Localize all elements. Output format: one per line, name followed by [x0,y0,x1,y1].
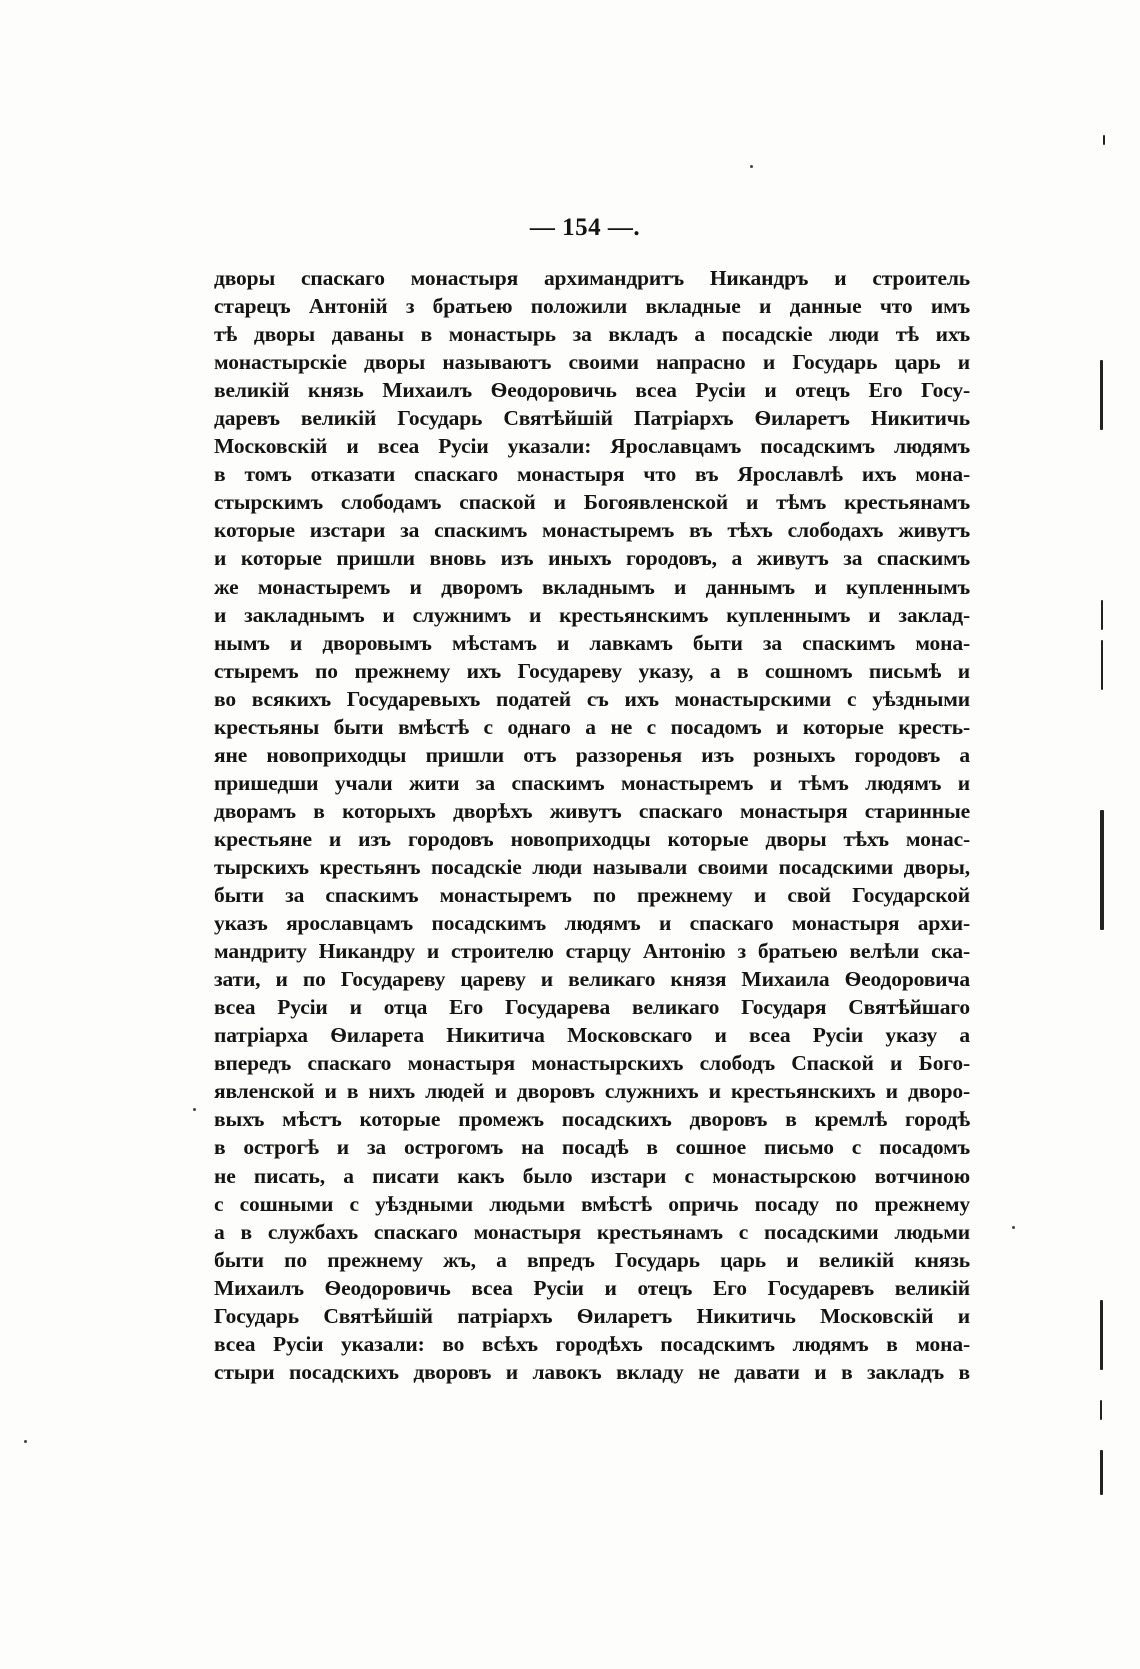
text-line: во всякихъ Государевыхъ податей съ ихъ монастырскими с уѣздными [214,686,970,711]
scan-margin-mark [1101,600,1103,630]
text-line: в томъ отказати спаскаго монастыря что въ Ярославлѣ ихъ мона- [214,462,970,487]
text-line: явленской и в нихъ людей и дворовъ служнихъ и крестьянскихъ и дворо- [214,1079,970,1104]
text-line: а в службахъ спаскаго монастыря крестьянамъ с посадскими людьми [214,1219,970,1244]
text-line: тѣ дворы даваны в монастырь за вкладъ а посадскіе люди тѣ ихъ [214,322,970,347]
text-line: яне новоприходцы пришли отъ раззоренья изъ розныхъ городовъ а [214,742,970,767]
text-line: крестьяны быти вмѣстѣ с однаго а не с посадомъ и которые кресть- [214,714,970,739]
scan-speck [750,165,753,168]
text-line: впередъ спаскаго монастыря монастырскихъ слободъ Спаской и Бого- [214,1051,970,1076]
text-line: нымъ и дворовымъ мѣстамъ и лавкамъ быти за спаскимъ мона- [214,630,970,655]
scan-margin-mark [1100,1300,1103,1370]
text-line: пришедши учали жити за спаскимъ монастыремъ и тѣмъ людямъ и [214,770,970,795]
text-line: дворамъ в которыхъ дворѣхъ живутъ спаскаго монастыря старинные [214,798,970,823]
text-line: быти по прежнему жъ, а впредъ Государь царь и великій князь [214,1247,970,1272]
text-line: тырскихъ крестьянъ посадскіе люди называли своими посадскими дворы, [214,854,970,879]
text-line: патріарха Ѳиларета Никитича Московскаго и всеа Русіи указу а [214,1023,970,1048]
text-line: которые изстари за спаскимъ монастыремъ въ тѣхъ слободахъ живутъ [214,518,970,543]
scan-margin-mark [1100,810,1104,930]
scan-margin-mark [1100,1450,1103,1495]
text-line: не писать, а писати какъ было изстари с монастырскою вотчиною [214,1163,970,1188]
text-line: стыри посадскихъ дворовъ и лавокъ вкладу не давати и в закладъ в [214,1359,970,1384]
scan-margin-mark [1100,360,1103,430]
scan-speck [1012,1226,1015,1229]
text-line: старецъ Антоній з братьею положили вкладные и данные что имъ [214,294,970,319]
text-line: Михаилъ Ѳеодоровичь всеа Русіи и отецъ Его Государевъ великій [214,1275,970,1300]
scan-margin-mark [1100,1400,1102,1420]
text-line: дворы спаскаго монастыря архимандритъ Никандръ и строитель [214,266,970,290]
text-line: стырскимъ слободамъ спаской и Богоявленской и тѣмъ крестьянамъ [214,490,970,515]
scan-speck [24,1440,27,1443]
text-line: великій князь Михаилъ Ѳеодоровичь всеа Русіи и отецъ Его Госу- [214,378,970,403]
text-line: всеа Русіи указали: во всѣхъ городѣхъ посадскимъ людямъ в мона- [214,1331,970,1356]
page-number: — 154 —. [529,214,641,241]
body-text [214,264,970,1386]
scan-speck [193,1108,196,1111]
text-line: даревъ великій Государь Святѣйшій Патріархъ Ѳиларетъ Никитичь [214,406,970,431]
text-line: же монастыремъ и дворомъ вкладнымъ и даннымъ и купленнымъ [214,574,970,599]
text-line: всеа Русіи и отца Его Государева великаго Государя Святѣйшаго [214,995,970,1020]
text-line: и закладнымъ и служнимъ и крестьянскимъ купленнымъ и заклад- [214,602,970,627]
text-line: Московскій и всеа Русіи указали: Ярославцамъ посадскимъ людямъ [214,434,970,459]
text-line: крестьяне и изъ городовъ новоприходцы которые дворы тѣхъ монас- [214,826,970,851]
text-line: стыремъ по прежнему ихъ Государеву указу, а в сошномъ письмѣ и [214,658,970,683]
text-line: мандриту Никандру и строителю старцу Антонію з братьею велѣли ска- [214,939,970,964]
text-line: быти за спаскимъ монастыремъ по прежнему и свой Государской [214,883,970,908]
text-line: и которые пришли вновь изъ иныхъ городовъ, а живутъ за спаскимъ [214,546,970,571]
text-line: с сошными с уѣздными людьми вмѣстѣ опричь посаду по прежнему [214,1191,970,1216]
scan-margin-mark [1101,640,1103,690]
text-line: зати, и по Государеву цареву и великаго князя Михаила Ѳеодоровича [214,967,970,992]
text-line: выхъ мѣстъ которые промежъ посадскихъ дворовъ в кремлѣ городѣ [214,1107,970,1132]
text-line: указъ ярославцамъ посадскимъ людямъ и спаскаго монастыря архи- [214,911,970,936]
text-line: монастырскіе дворы называютъ своими напрасно и Государь царь и [214,350,970,375]
scan-margin-mark [1103,135,1105,145]
text-line: в острогѣ и за острогомъ на посадѣ в сошное письмо с посадомъ [214,1135,970,1160]
text-line: Государь Святѣйшій патріархъ Ѳиларетъ Никитичь Московскій и [214,1303,970,1328]
